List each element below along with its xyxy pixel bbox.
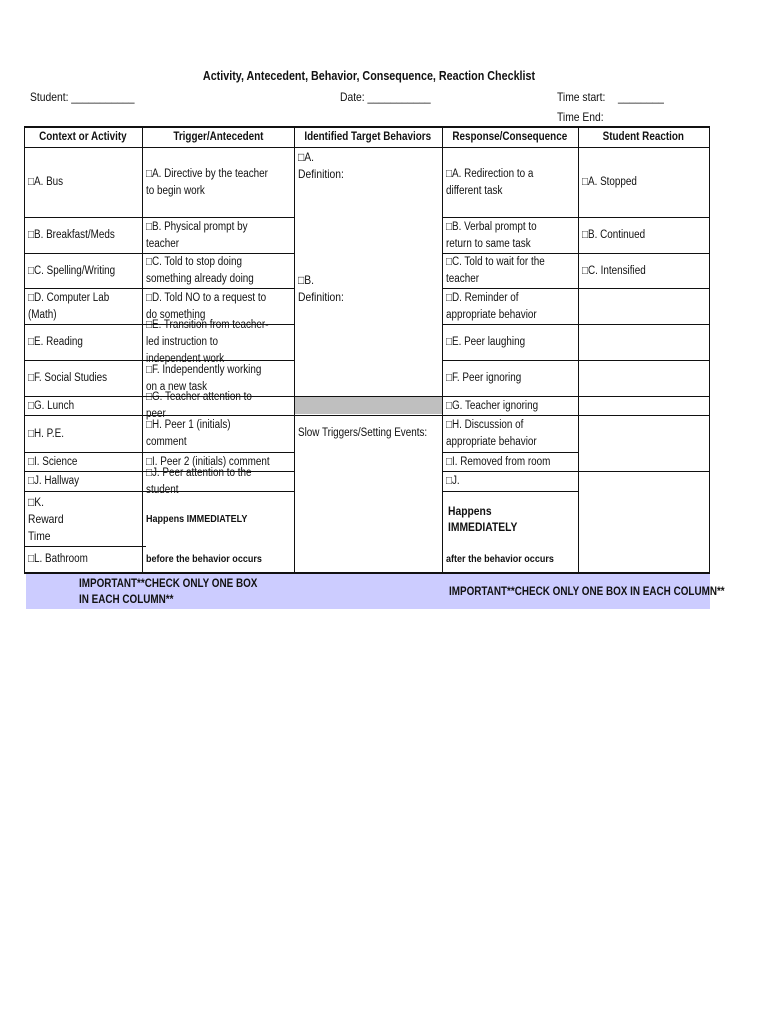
trigger-option-f[interactable]: □F. Independently working on a new task bbox=[146, 363, 262, 393]
behavior-b-definition: Definition: bbox=[298, 290, 344, 304]
response-option-j[interactable]: □J. bbox=[446, 475, 460, 487]
response-option-d[interactable]: □D. Reminder of appropriate behavior bbox=[446, 291, 537, 321]
column-header-reaction: Student Reaction bbox=[602, 130, 685, 143]
time-end-label: Time End: bbox=[557, 110, 604, 124]
behavior-b-checkbox[interactable]: □B. bbox=[298, 273, 314, 287]
trigger-option-b[interactable]: □B. Physical prompt by teacher bbox=[146, 220, 248, 250]
reaction-option-c[interactable]: □C. Intensified bbox=[582, 264, 646, 277]
trigger-option-e[interactable]: □E. Transition from teacher-led instruction to independent work bbox=[146, 319, 269, 365]
time-start-label: Time start: bbox=[557, 90, 606, 104]
trigger-option-d[interactable]: □D. Told NO to a request to do something bbox=[146, 291, 267, 321]
reaction-option-a[interactable]: □A. Stopped bbox=[582, 176, 637, 188]
trigger-option-g[interactable]: □G. Teacher attention to peer bbox=[146, 391, 252, 420]
time-start-field[interactable]: ________ bbox=[618, 90, 664, 104]
behavior-a[interactable] bbox=[298, 149, 351, 183]
response-timing-subnote: after the behavior occurs bbox=[446, 553, 554, 565]
trigger-option-j[interactable]: □J. Peer attention to the student bbox=[146, 466, 252, 496]
reaction-option-b[interactable]: □B. Continued bbox=[582, 229, 646, 241]
response-option-e[interactable]: □E. Peer laughing bbox=[446, 336, 526, 348]
response-option-h[interactable]: □H. Discussion of appropriate behavior bbox=[446, 419, 537, 448]
response-option-b[interactable]: □B. Verbal prompt to return to same task bbox=[446, 220, 537, 250]
behavior-a-checkbox[interactable]: □A. bbox=[298, 150, 314, 164]
important-note-left: IMPORTANT**CHECK ONLY ONE BOX IN EACH COLUMN** bbox=[79, 578, 258, 606]
context-option-d[interactable]: □D. Computer Lab (Math) bbox=[28, 291, 110, 321]
context-option-g[interactable]: □G. Lunch bbox=[28, 399, 75, 412]
trigger-option-a[interactable]: □A. Directive by the teacher to begin work bbox=[146, 167, 268, 197]
context-option-h[interactable]: □H. P.E. bbox=[28, 427, 65, 440]
response-option-f[interactable]: □F. Peer ignoring bbox=[446, 372, 522, 384]
important-note-right: IMPORTANT**CHECK ONLY ONE BOX IN EACH COLUMN** bbox=[449, 585, 725, 598]
response-option-c[interactable]: □C. Told to wait for the teacher bbox=[446, 256, 545, 285]
shaded-cell bbox=[295, 397, 442, 414]
response-option-i[interactable]: □I. Removed from room bbox=[446, 455, 551, 468]
context-option-f[interactable]: □F. Social Studies bbox=[28, 372, 108, 384]
context-option-b[interactable]: □B. Breakfast/Meds bbox=[28, 229, 115, 241]
page-title: Activity, Antecedent, Behavior, Consequence, Reaction Checklist bbox=[202, 69, 536, 83]
context-option-i[interactable]: □I. Science bbox=[28, 455, 78, 468]
column-header-context: Context or Activity bbox=[39, 130, 127, 143]
behavior-a-definition: Definition: bbox=[298, 167, 344, 181]
slow-triggers-label: Slow Triggers/Setting Events: bbox=[298, 427, 428, 439]
trigger-option-c[interactable]: □C. Told to stop doing something already doing bbox=[146, 256, 254, 285]
column-header-trigger: Trigger/Antecedent bbox=[172, 130, 264, 143]
trigger-option-h[interactable]: □H. Peer 1 (initials) comment bbox=[146, 419, 231, 448]
response-option-a[interactable]: □A. Redirection to a different task bbox=[446, 167, 534, 197]
trigger-timing-subnote: before the behavior occurs bbox=[146, 553, 262, 565]
response-timing-note: Happens IMMEDIATELY bbox=[448, 504, 518, 534]
response-option-g[interactable]: □G. Teacher ignoring bbox=[446, 399, 539, 412]
context-option-e[interactable]: □E. Reading bbox=[28, 336, 83, 348]
context-option-c[interactable]: □C. Spelling/Writing bbox=[28, 264, 116, 277]
date-field[interactable]: Date: ___________ bbox=[340, 90, 431, 104]
context-option-a[interactable]: □A. Bus bbox=[28, 176, 64, 188]
trigger-timing-note: Happens IMMEDIATELY bbox=[146, 512, 248, 525]
context-option-j[interactable]: □J. Hallway bbox=[28, 475, 80, 487]
column-header-response: Response/Consequence bbox=[452, 130, 568, 143]
context-option-k[interactable]: □K. Reward Time bbox=[28, 495, 64, 543]
column-header-behaviors: Identified Target Behaviors bbox=[304, 130, 432, 143]
behavior-b[interactable] bbox=[298, 272, 351, 306]
trigger-option-i[interactable]: □I. Peer 2 (initials) comment bbox=[146, 455, 270, 468]
student-field[interactable]: Student: ___________ bbox=[30, 90, 135, 104]
context-option-l[interactable]: □L. Bathroom bbox=[28, 553, 88, 565]
